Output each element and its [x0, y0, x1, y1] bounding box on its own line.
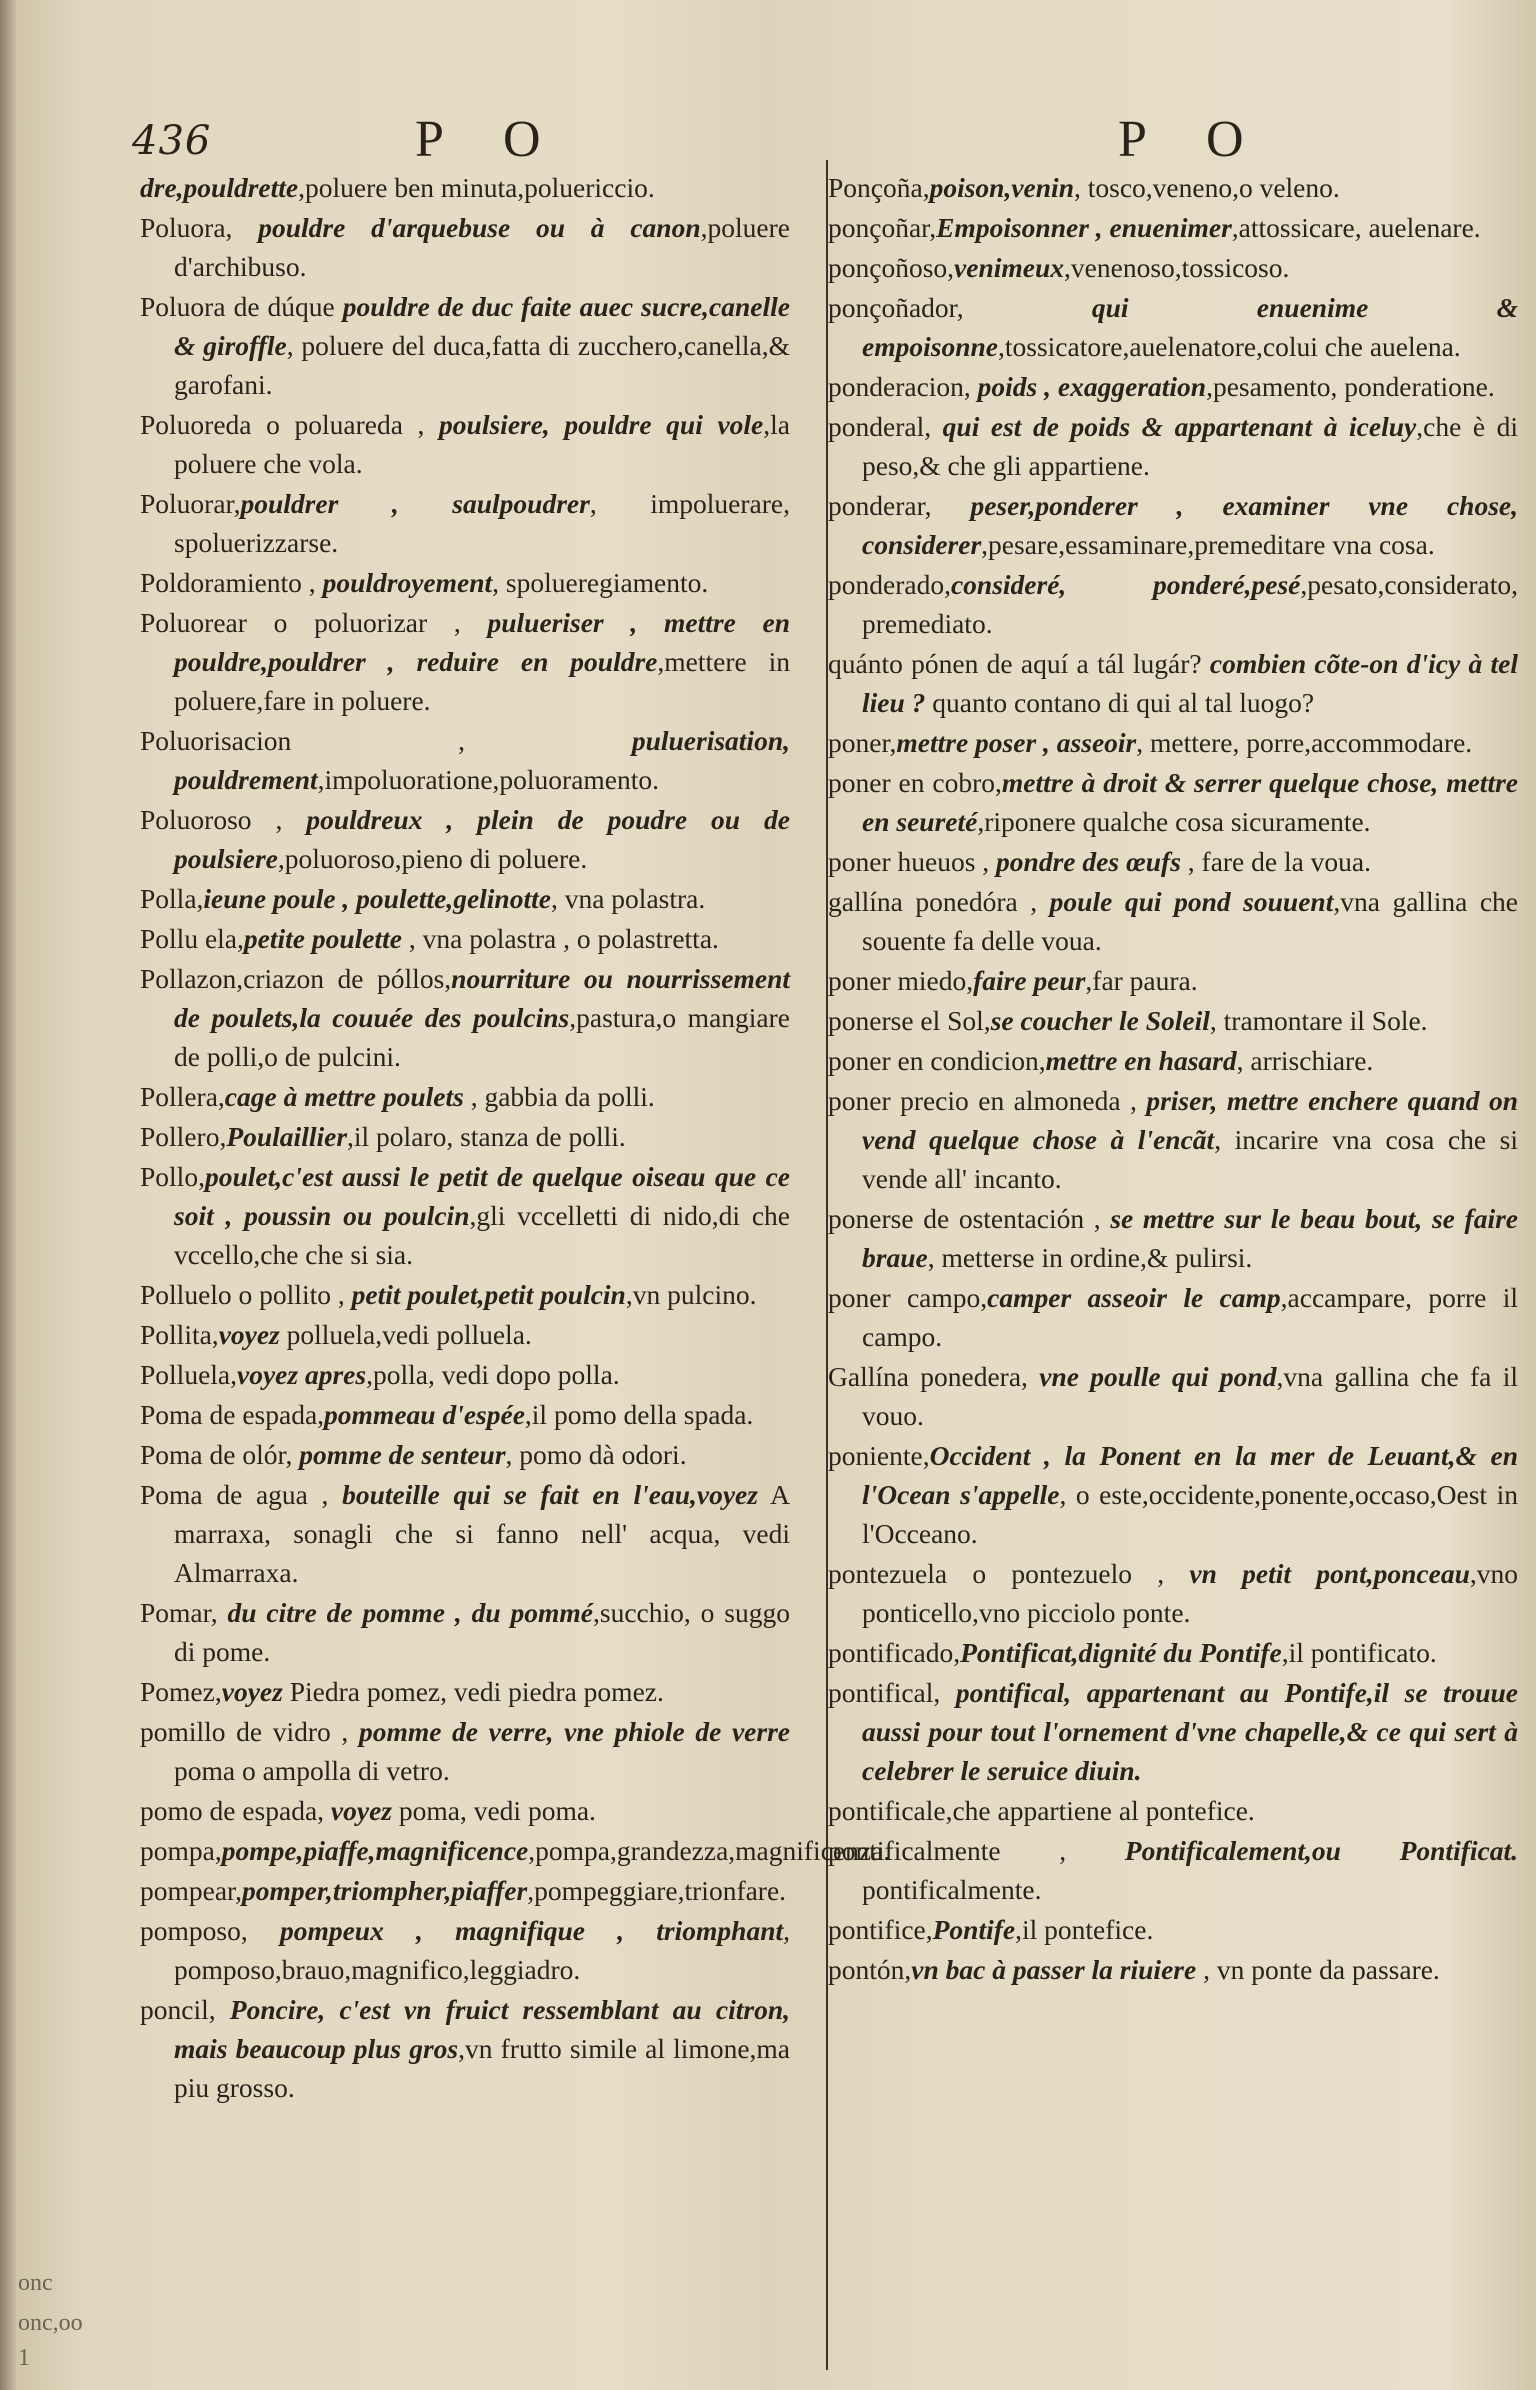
french-gloss: faire peur	[973, 965, 1086, 996]
dictionary-entry	[140, 919, 790, 958]
dictionary-entry	[828, 168, 1518, 207]
dictionary-entry	[828, 288, 1518, 366]
running-head-left: P O	[415, 111, 565, 168]
italian-gloss: ,il pontefice.	[1015, 1914, 1154, 1945]
french-gloss: poule qui pond souuent	[1049, 886, 1334, 917]
spanish-headword: Poluorear o poluorizar ,	[140, 607, 488, 638]
french-gloss: cage à mettre poulets	[224, 1081, 464, 1112]
french-gloss: priser, mettre enchere quand on vend quelque chose à l'encãt	[862, 1085, 1518, 1155]
italian-gloss: , pomo dà odori.	[505, 1439, 687, 1470]
dictionary-entry	[828, 1357, 1518, 1435]
italian-gloss: , vn ponte da passare.	[1196, 1954, 1440, 1985]
dictionary-entry	[140, 800, 790, 878]
italian-gloss: , mettere, porre,accommodare.	[1136, 727, 1473, 758]
french-gloss: pulueriser , mettre en pouldre,pouldrer , reduire en pouldre	[174, 607, 791, 677]
italian-gloss: pontificalmente.	[862, 1874, 1042, 1905]
french-gloss: poids , exaggeration	[977, 371, 1207, 402]
dictionary-entry	[828, 486, 1518, 564]
dictionary-entry	[140, 959, 790, 1076]
italian-gloss: , tosco,veneno,o veleno.	[1074, 172, 1340, 203]
spanish-headword: ponderal,	[828, 411, 943, 442]
italian-gloss: poma, vedi poma.	[392, 1795, 596, 1826]
french-gloss: pouldre de duc faite auec sucre,canelle & giroffle	[174, 291, 790, 361]
italian-gloss: ,vna gallina che souente fa delle voua.	[862, 886, 1519, 956]
dictionary-entry	[140, 1911, 790, 1989]
page-number: 436	[132, 118, 212, 164]
dictionary-entry	[140, 1712, 790, 1790]
dictionary-entry	[140, 1791, 790, 1830]
french-gloss: se mettre sur le beau bout, se faire braue	[862, 1203, 1519, 1273]
dictionary-entry	[828, 1910, 1518, 1949]
italian-gloss: ,pompa,grandezza,magnificenza.	[528, 1835, 891, 1866]
dictionary-entry	[828, 1791, 1518, 1830]
italian-gloss: ,vn pulcino.	[625, 1279, 757, 1310]
french-gloss: pompeux , magnifique , triomphant	[279, 1915, 784, 1946]
italian-gloss: ,poluoroso,pieno di poluere.	[277, 843, 588, 874]
spanish-headword: poner precio en almoneda ,	[828, 1085, 1147, 1116]
dictionary-entry	[140, 1117, 790, 1156]
french-gloss: consideré, ponderé,pesé	[950, 569, 1301, 600]
spanish-headword: Pollita,	[140, 1319, 219, 1350]
dictionary-entry	[828, 1081, 1518, 1198]
french-gloss: Pontife	[932, 1914, 1016, 1945]
spanish-headword: poner en condicion,	[828, 1045, 1046, 1076]
margin-fragment: 1	[18, 2345, 30, 2371]
french-gloss: vne poulle qui pond	[1039, 1361, 1277, 1392]
french-gloss: qui enuenime & empoisonne	[862, 292, 1518, 362]
margin-fragment: onc,oo	[18, 2310, 83, 2336]
french-gloss: petit poulet,petit poulcin	[351, 1279, 626, 1310]
french-gloss: pouldroyement	[322, 567, 493, 598]
spanish-headword: pontifice,	[828, 1914, 933, 1945]
spanish-headword: Pollazon,criazon de póllos,	[140, 963, 452, 994]
spanish-headword: pomo de espada,	[140, 1795, 331, 1826]
french-gloss: qui est de poids & appartenant à iceluy	[942, 411, 1417, 442]
italian-gloss: , vna polastra.	[550, 883, 706, 914]
spanish-headword: Polla,	[140, 883, 204, 914]
french-gloss: venimeux	[954, 252, 1065, 283]
dictionary-entry	[140, 1475, 790, 1592]
french-gloss: du citre de pomme , du pommé	[227, 1597, 594, 1628]
dictionary-entry	[828, 1041, 1518, 1080]
italian-gloss: , impoluerare, spoluerizzarse.	[174, 488, 790, 558]
italian-gloss: ,gli vccelletti di nido,di che vccello,che che si sia.	[174, 1200, 790, 1270]
spanish-headword: poner en cobro,	[828, 767, 1002, 798]
spanish-headword: Pollera,	[140, 1081, 225, 1112]
dictionary-entry	[828, 1554, 1518, 1632]
spanish-headword: pontezuela o pontezuelo ,	[828, 1558, 1190, 1589]
dictionary-entry	[140, 721, 790, 799]
dictionary-entry	[140, 208, 790, 286]
french-gloss: pompe,piaffe,magnificence	[221, 1835, 529, 1866]
dictionary-entry	[828, 644, 1518, 722]
italian-gloss: A marraxa, sonagli che si fanno nell' acqua, vedi Almarraxa.	[174, 1479, 790, 1588]
dictionary-entry	[828, 248, 1518, 287]
spanish-headword: Pollu ela,	[140, 923, 244, 954]
italian-gloss: ,la poluere che vola.	[174, 409, 790, 479]
italian-gloss: ,impoluoratione,poluoramento.	[317, 764, 660, 795]
spanish-headword: pontificale,	[828, 1795, 953, 1826]
spanish-headword: Poluoroso ,	[140, 804, 307, 835]
spanish-headword: Poluorar,	[140, 488, 241, 519]
italian-gloss: ,che è di peso,& che gli appartiene.	[862, 411, 1518, 481]
spanish-headword: poner,	[828, 727, 897, 758]
dictionary-entry	[828, 208, 1518, 247]
dictionary-entry	[828, 1831, 1518, 1909]
spanish-headword: poniente,	[828, 1440, 930, 1471]
italian-gloss: ,poluere d'archibuso.	[174, 212, 790, 282]
spanish-headword: pontón,	[828, 1954, 912, 1985]
italian-gloss: ,vno ponticello,vno picciolo ponte.	[862, 1558, 1518, 1628]
dictionary-entry	[140, 1355, 790, 1394]
italian-gloss: ,pesato,considerato, premediato.	[862, 569, 1518, 639]
french-gloss: Pontificalement,ou Pontificat.	[1124, 1835, 1518, 1866]
dictionary-entry	[828, 367, 1518, 406]
dictionary-entry	[140, 563, 790, 602]
italian-gloss: poma o ampolla di vetro.	[174, 1755, 450, 1786]
french-gloss: ieune poule , poulette,gelinotte	[203, 883, 551, 914]
dictionary-entry	[140, 879, 790, 918]
dictionary-entry	[828, 1633, 1518, 1672]
french-gloss: pondre des œufs	[996, 846, 1181, 877]
italian-gloss: ,polla, vedi dopo polla.	[366, 1359, 620, 1390]
spanish-headword: pomposo,	[140, 1915, 280, 1946]
french-gloss: pommeau d'espée	[324, 1399, 525, 1430]
italian-gloss: ,succhio, o suggo di pome.	[174, 1597, 790, 1667]
dictionary-entry	[140, 1395, 790, 1434]
italian-gloss: ,pompeggiare,trionfare.	[527, 1875, 787, 1906]
italian-gloss: ,venenoso,tossicoso.	[1064, 252, 1290, 283]
dictionary-entry	[140, 603, 790, 720]
french-gloss: voyez	[330, 1795, 392, 1826]
french-gloss: Empoisonner , enuenimer	[936, 212, 1232, 243]
italian-gloss: , o este,occidente,ponente,occaso,Oest in l'Occeano.	[862, 1479, 1518, 1549]
french-gloss: mettre en hasard	[1045, 1045, 1237, 1076]
page-edge-shadow	[0, 0, 16, 2390]
dictionary-entry	[140, 1593, 790, 1671]
spanish-headword: pompear,	[140, 1875, 242, 1906]
spanish-headword: Polluelo o pollito ,	[140, 1279, 352, 1310]
french-gloss: petite poulette	[243, 923, 402, 954]
dictionary-entry	[140, 1672, 790, 1711]
italian-gloss: ,far paura.	[1085, 965, 1198, 996]
french-gloss: poulet,c'est aussi le petit de quelque oiseau que ce soit , poussin ou poulcin	[174, 1161, 790, 1231]
french-gloss: combien cõte-on d'icy à tel lieu ?	[862, 648, 1518, 718]
dictionary-entry	[140, 484, 790, 562]
french-gloss: vn petit pont,ponceau	[1189, 1558, 1470, 1589]
dictionary-entry	[828, 723, 1518, 762]
dictionary-entry	[828, 407, 1518, 485]
dictionary-entry	[828, 842, 1518, 881]
italian-gloss: , tramontare il Sole.	[1209, 1005, 1428, 1036]
french-gloss: pontifical, appartenant au Pontife,il se trouue aussi pour tout l'ornement d'vne chapelle,& ce qui sert à celebrer le seruice diuin.	[862, 1677, 1518, 1786]
italian-gloss: ,mettere in poluere,fare in poluere.	[174, 646, 790, 716]
dictionary-entry	[140, 1077, 790, 1116]
dictionary-entry	[828, 1001, 1518, 1040]
french-gloss: mettre poser , asseoir	[896, 727, 1137, 758]
french-gloss: pouldrer , saulpoudrer	[240, 488, 590, 519]
dictionary-entry	[140, 1435, 790, 1474]
italian-gloss: che appartiene al pontefice.	[952, 1795, 1255, 1826]
spanish-headword: poner campo,	[828, 1282, 988, 1313]
french-gloss: voyez	[221, 1676, 283, 1707]
dictionary-entry	[828, 1436, 1518, 1553]
spanish-headword: pomillo de vidro ,	[140, 1716, 359, 1747]
french-gloss: dre,pouldrette	[140, 172, 299, 203]
spanish-headword: Poluora,	[140, 212, 259, 243]
italian-gloss: ,vn frutto simile al limone,ma piu grosso.	[174, 2033, 790, 2103]
french-gloss: pomper,triompher,piaffer	[241, 1875, 528, 1906]
french-gloss: puluerisation, pouldrement	[174, 725, 790, 795]
spanish-headword: Poldoramiento ,	[140, 567, 323, 598]
dictionary-entry	[828, 1673, 1518, 1790]
spanish-headword: Pomez,	[140, 1676, 222, 1707]
french-gloss: nourriture ou nourrissement de poulets,la couuée des poulcins	[174, 963, 791, 1033]
dictionary-entry	[828, 1950, 1518, 1989]
spanish-headword: Poluorisacion ,	[140, 725, 632, 756]
dictionary-entry	[828, 763, 1518, 841]
italian-gloss: ,il pomo della spada.	[524, 1399, 754, 1430]
italian-gloss: ,pesamento, ponderatione.	[1206, 371, 1495, 402]
spanish-headword: Pomar,	[140, 1597, 228, 1628]
french-gloss: Poulaillier	[226, 1121, 348, 1152]
spanish-headword: Poluora de dúque	[140, 291, 343, 322]
italian-gloss: , poluere del duca,fatta di zucchero,canella,& garofani.	[174, 330, 790, 400]
italian-gloss: ,il pontificato.	[1281, 1637, 1437, 1668]
italian-gloss: , fare de la voua.	[1180, 846, 1372, 877]
spanish-headword: quánto pónen de aquí a tál lugár?	[828, 648, 1210, 679]
spanish-headword: Poma de olór,	[140, 1439, 300, 1470]
spanish-headword: ponçoñador,	[828, 292, 1092, 323]
french-gloss: camper asseoir le camp	[987, 1282, 1281, 1313]
french-gloss: Pontificat,dignité du Pontife	[960, 1637, 1282, 1668]
spanish-headword: ponderado,	[828, 569, 951, 600]
french-gloss: pouldre d'arquebuse ou à canon	[258, 212, 701, 243]
italian-gloss: , vna polastra , o polastretta.	[401, 923, 719, 954]
dictionary-entry	[140, 287, 790, 404]
italian-gloss: quanto contano di qui al tal luogo?	[925, 687, 1315, 718]
spanish-headword: ponçoñoso,	[828, 252, 955, 283]
spanish-headword: poncil,	[140, 1994, 230, 2025]
french-gloss: pouldreux , plein de poudre ou de poulsiere	[174, 804, 790, 874]
dictionary-entry	[140, 1315, 790, 1354]
dictionary-entry	[140, 1275, 790, 1314]
margin-fragment: onc	[18, 2270, 53, 2296]
french-gloss: mettre à droit & serrer quelque chose, mettre en seureté	[862, 767, 1518, 837]
spanish-headword: ponerse el Sol,	[828, 1005, 991, 1036]
spanish-headword: Polluela,	[140, 1359, 238, 1390]
italian-gloss: ,riponere qualche cosa sicuramente.	[977, 806, 1371, 837]
french-gloss: bouteille qui se fait en l'eau,voyez	[342, 1479, 758, 1510]
italian-gloss: , pomposo,brauo,magnifico,leggiadro.	[174, 1915, 791, 1985]
italian-gloss: Piedra pomez, vedi piedra pomez.	[282, 1676, 664, 1707]
dictionary-entry	[140, 405, 790, 483]
french-gloss: peser,ponderer , examiner vne chose, considerer	[862, 490, 1518, 560]
spanish-headword: Pollero,	[140, 1121, 227, 1152]
running-head-right: P O	[1118, 111, 1268, 168]
spanish-headword: poner miedo,	[828, 965, 974, 996]
italian-gloss: ,accampare, porre il campo.	[862, 1282, 1518, 1352]
italian-gloss: , spolueregiamento.	[492, 567, 709, 598]
spanish-headword: Gallína ponedera,	[828, 1361, 1040, 1392]
french-gloss: voyez	[218, 1319, 280, 1350]
french-gloss: poison,venin	[929, 172, 1074, 203]
spanish-headword: Poma de agua ,	[140, 1479, 343, 1510]
italian-gloss: , incarire vna cosa che si vende all' incanto.	[862, 1124, 1518, 1194]
spanish-headword: pontificado,	[828, 1637, 961, 1668]
french-gloss: pomme de verre, vne phiole de verre	[358, 1716, 790, 1747]
italian-gloss: polluela,vedi polluela.	[279, 1319, 532, 1350]
dictionary-entry	[828, 565, 1518, 643]
dictionary-entry	[140, 1871, 790, 1910]
dictionary-entry	[140, 168, 790, 207]
italian-gloss: ,il polaro, stanza de polli.	[347, 1121, 626, 1152]
italian-gloss: , metterse in ordine,& pulirsi.	[927, 1242, 1253, 1273]
dictionary-entry	[828, 1278, 1518, 1356]
spanish-headword: poner hueuos ,	[828, 846, 997, 877]
italian-gloss: ,poluere ben minuta,poluericcio.	[298, 172, 655, 203]
right-column	[828, 168, 1518, 1990]
italian-gloss: ,attossicare, auelenare.	[1231, 212, 1481, 243]
dictionary-entry	[828, 1199, 1518, 1277]
italian-gloss: ,pastura,o mangiare de polli,o de pulcini.	[174, 1002, 790, 1072]
italian-gloss: ,vna gallina che fa il vouo.	[862, 1361, 1518, 1431]
french-gloss: se coucher le Soleil	[990, 1005, 1210, 1036]
italian-gloss: , gabbia da polli.	[463, 1081, 655, 1112]
french-gloss: poulsiere, pouldre qui vole	[439, 409, 764, 440]
dictionary-entry	[140, 1990, 790, 2107]
spanish-headword: Poma de espada,	[140, 1399, 325, 1430]
italian-gloss: ,pesare,essaminare,premeditare vna cosa.	[981, 529, 1435, 560]
spanish-headword: Pollo,	[140, 1161, 205, 1192]
spanish-headword: ponçoñar,	[828, 212, 937, 243]
italian-gloss: , arrischiare.	[1236, 1045, 1374, 1076]
french-gloss: Poncire, c'est vn fruict ressemblant au citron, mais beaucoup plus gros	[174, 1994, 790, 2064]
french-gloss: Occident , la Ponent en la mer de Leuant,& en l'Ocean s'appelle	[862, 1440, 1518, 1510]
spanish-headword: pontificalmente ,	[828, 1835, 1125, 1866]
dictionary-entry	[828, 961, 1518, 1000]
spanish-headword: pompa,	[140, 1835, 222, 1866]
italian-gloss: ,tossicatore,auelenatore,colui che auelena.	[997, 331, 1461, 362]
spanish-headword: ponderar,	[828, 490, 971, 521]
spanish-headword: gallína ponedóra ,	[828, 886, 1050, 917]
dictionary-entry	[140, 1157, 790, 1274]
dictionary-entry	[828, 882, 1518, 960]
spanish-headword: pontifical,	[828, 1677, 956, 1708]
french-gloss: voyez apres	[237, 1359, 367, 1390]
spanish-headword: Poluoreda o poluareda ,	[140, 409, 440, 440]
spanish-headword: ponerse de ostentación ,	[828, 1203, 1111, 1234]
french-gloss: pomme de senteur	[299, 1439, 506, 1470]
french-gloss: vn bac à passer la riuiere	[911, 1954, 1197, 1985]
spanish-headword: Ponçoña,	[828, 172, 930, 203]
dictionary-entry	[140, 1831, 891, 1870]
spanish-headword: ponderacion,	[828, 371, 978, 402]
